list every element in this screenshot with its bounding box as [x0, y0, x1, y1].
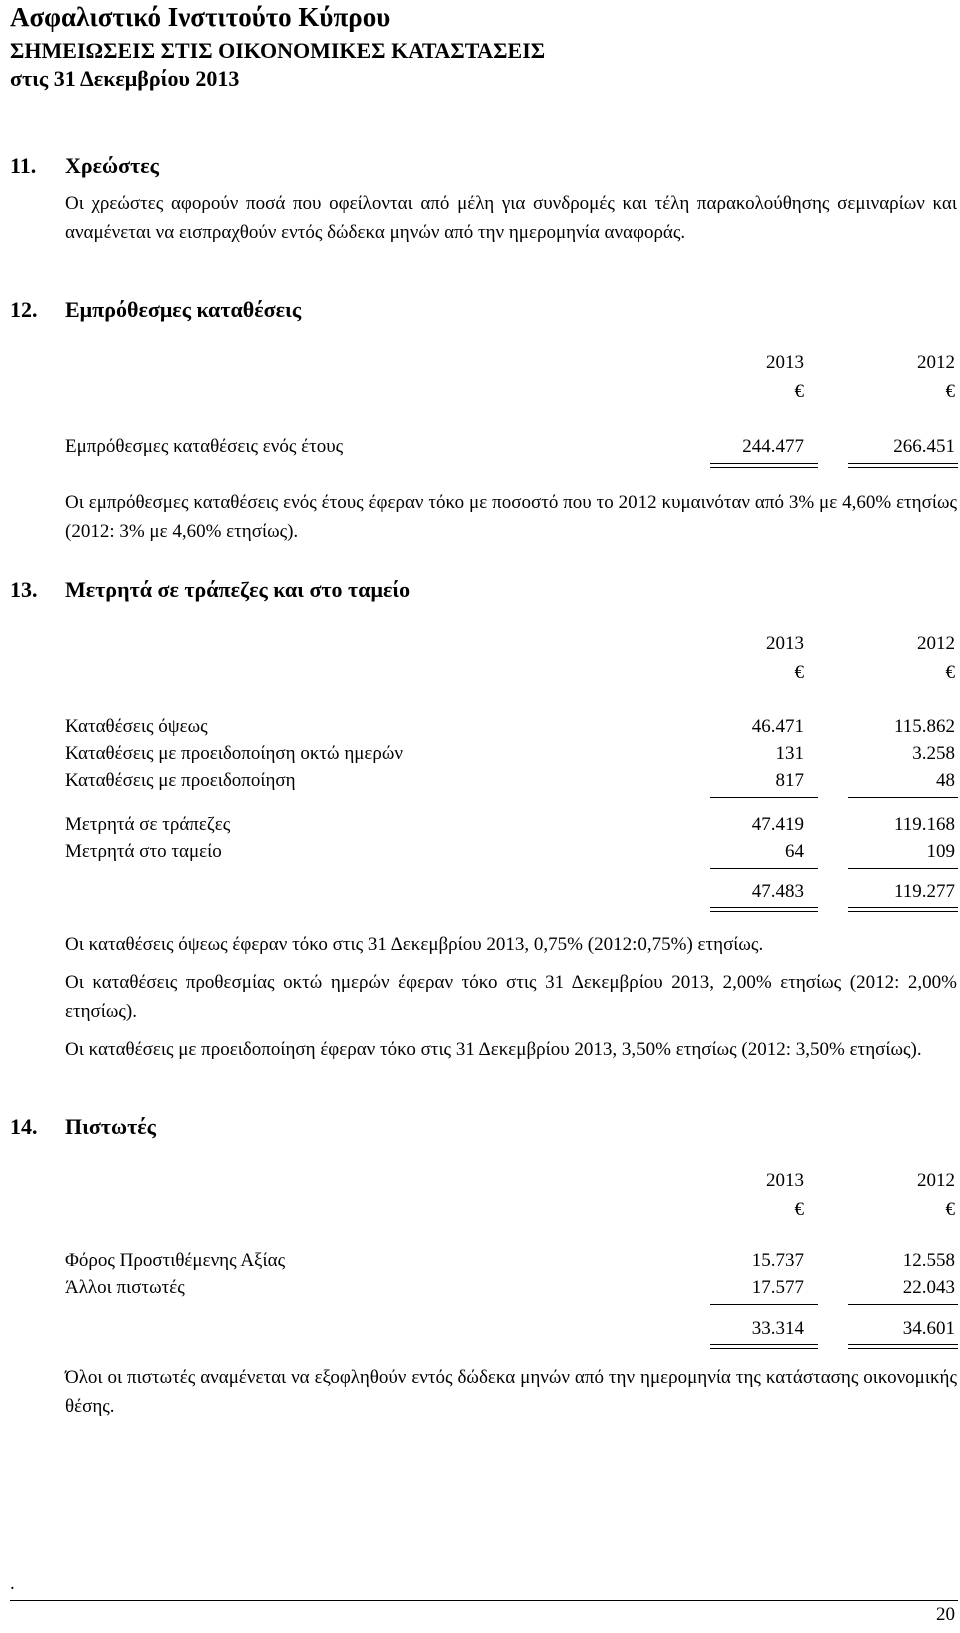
s12-total-underline-2012: [848, 463, 958, 468]
s13-currency-2012: €: [945, 662, 955, 683]
s14-year-2012: 2012: [917, 1170, 955, 1191]
s13-row-value-2012: 3.258: [912, 743, 955, 764]
doc-date: στις 31 Δεκεμβρίου 2013: [10, 66, 240, 91]
s14-total-2012: 34.601: [902, 1318, 955, 1339]
s14-row-value-2012: 12.558: [902, 1250, 955, 1271]
s13-row-value-2013: 47.419: [751, 814, 804, 835]
section-14-title: Πιστωτές: [65, 1114, 156, 1139]
s13-total-underline-2012: [848, 907, 958, 912]
section-13-number: 13.: [10, 577, 38, 602]
s12-year-2013: 2013: [766, 352, 804, 373]
s12-total-underline-2013: [710, 463, 818, 468]
s13-subtotal-line-2012: [848, 797, 958, 798]
s13-note-1: Οι καταθέσεις όψεως έφεραν τόκο στις 31 Δεκεμβρίου 2013, 0,75% (2012:0,75%) ετησίως.: [65, 934, 764, 955]
s14-total-2013: 33.314: [751, 1318, 804, 1339]
section-12-title: Εμπρόθεσμες καταθέσεις: [65, 297, 302, 322]
s14-currency-2013: €: [794, 1199, 804, 1220]
s13-row-value-2013: 817: [775, 770, 804, 791]
section-13-title: Μετρητά σε τράπεζες και στο ταμείο: [65, 577, 411, 602]
doc-title: ΣΗΜΕΙΩΣΕΙΣ ΣΤΙΣ ΟΙΚΟΝΟΜΙΚΕΣ ΚΑΤΑΣΤΑΣΕΙΣ: [10, 38, 546, 63]
s14-total-underline-2013: [710, 1344, 818, 1349]
s13-row-value-2012: 109: [926, 841, 955, 862]
s13-total-underline-2013: [710, 907, 818, 912]
s13-row-label: Καταθέσεις όψεως: [65, 716, 208, 737]
s13-year-2012: 2012: [917, 633, 955, 654]
s12-note: Οι εμπρόθεσμες καταθέσεις ενός έτους έφεραν τόκο με ποσοστό που το 2012 κυμαινόταν από 3% με 4,60% ετησίως (2012: 3% με 4,60% ετησίως).: [65, 492, 957, 542]
s12-year-2012: 2012: [917, 352, 955, 373]
s13-currency-2013: €: [794, 662, 804, 683]
footer-rule: [10, 1600, 958, 1601]
s13-row-value-2012: 48: [936, 770, 955, 791]
section-11-text: Οι χρεώστες αφορούν ποσά που οφείλονται από μέλη για συνδρομές και τέλη παρακολούθησης σεμιναρίων και αναμένεται να εισπραχθούν εντός δώδεκα μηνών από την ημερομηνία αναφοράς.: [65, 193, 957, 243]
s14-row-value-2013: 15.737: [751, 1250, 804, 1271]
s14-row-value-2013: 17.577: [751, 1277, 804, 1298]
s14-row-label: Φόρος Προστιθέμενης Αξίας: [65, 1250, 286, 1271]
s13-row-value-2013: 46.471: [751, 716, 804, 737]
s12-row-value-2013: 244.477: [742, 436, 804, 457]
org-title: Ασφαλιστικό Ινστιτούτο Κύπρου: [10, 2, 391, 32]
s14-total-underline-2012: [848, 1344, 958, 1349]
s13-row-value-2013: 131: [775, 743, 804, 764]
section-14-number: 14.: [10, 1114, 38, 1139]
s13-row-value-2012: 115.862: [893, 716, 955, 737]
s13-row-value-2013: 64: [785, 841, 804, 862]
s12-row-label: Εμπρόθεσμες καταθέσεις ενός έτους: [65, 436, 344, 457]
s13-row-label: Καταθέσεις με προειδοποίηση: [65, 770, 296, 791]
s14-currency-2012: €: [945, 1199, 955, 1220]
s13-row-value-2012: 119.168: [893, 814, 955, 835]
s13-total-2013: 47.483: [751, 881, 804, 902]
s14-year-2013: 2013: [766, 1170, 804, 1191]
page-number: 20: [936, 1604, 955, 1625]
s13-subtotal-line-2013: [710, 797, 818, 798]
section-11-number: 11.: [10, 153, 37, 178]
section-12-number: 12.: [10, 297, 38, 322]
s13-row-label: Καταθέσεις με προειδοποίηση οκτώ ημερών: [65, 743, 403, 764]
s13-row-label: Μετρητά σε τράπεζες: [65, 814, 231, 835]
section-11-title: Χρεώστες: [65, 153, 159, 178]
s13-row-label: Μετρητά στο ταμείο: [65, 841, 222, 862]
s14-total-line-2013: [710, 1304, 818, 1305]
s13-note-2: Οι καταθέσεις προθεσμίας οκτώ ημερών έφεραν τόκο στις 31 Δεκεμβρίου 2013, 2,00% ετησίως (2012: 2,00% ετησίως).: [65, 972, 957, 1022]
footer-dot: .: [10, 1573, 15, 1594]
s13-note-3: Οι καταθέσεις με προειδοποίηση έφεραν τόκο στις 31 Δεκεμβρίου 2013, 3,50% ετησίως (2012: 3,50% ετησίως).: [65, 1039, 922, 1060]
s14-note: Όλοι οι πιστωτές αναμένεται να εξοφληθούν εντός δώδεκα μηνών από την ημερομηνία της κατάστασης οικονομικής θέσης.: [65, 1367, 957, 1417]
s12-row-value-2012: 266.451: [893, 436, 955, 457]
s13-total-2012: 119.277: [893, 881, 955, 902]
s12-currency-2012: €: [945, 381, 955, 402]
s14-row-value-2012: 22.043: [902, 1277, 955, 1298]
s12-currency-2013: €: [794, 381, 804, 402]
s13-year-2013: 2013: [766, 633, 804, 654]
s14-total-line-2012: [848, 1304, 958, 1305]
s13-total-line-2012: [848, 868, 958, 869]
s14-row-label: Άλλοι πιστωτές: [65, 1277, 185, 1298]
s13-total-line-2013: [710, 868, 818, 869]
